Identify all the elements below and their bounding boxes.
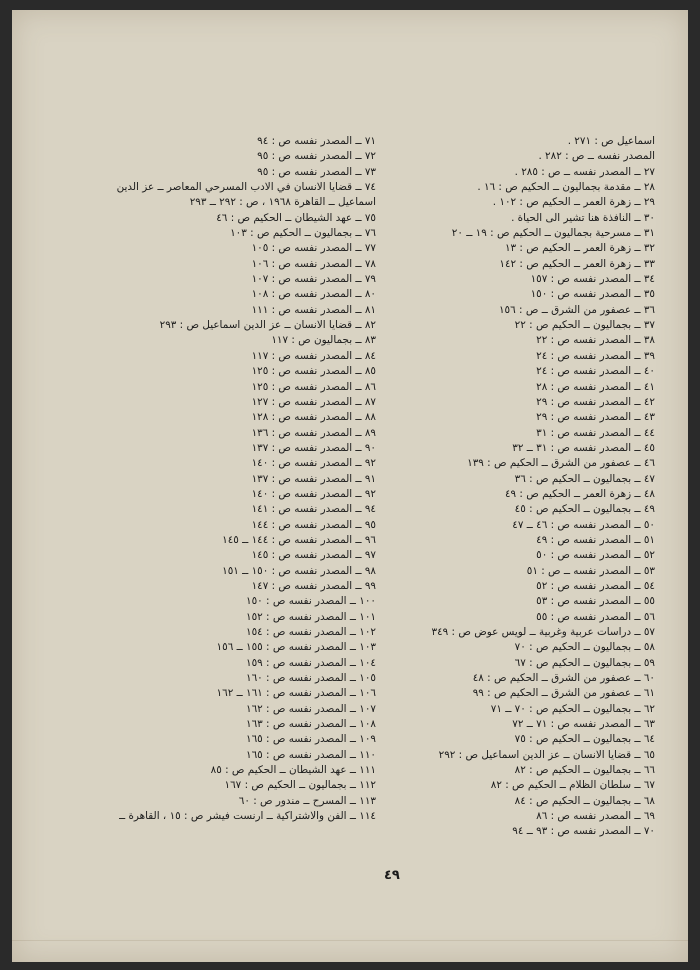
footnote-line: ١٠٤ ــ المصدر نفسه ص : ١٥٩ [246,656,376,669]
footnote-line: ٥٦ ــ المصدر نفسه ص : ٥٥ [536,610,655,623]
footnote-line: ١٠٦ ــ المصدر نفسه ص : ١٦١ ــ ١٦٢ [216,687,376,700]
footnote-line: ٦٤ ــ بجماليون ــ الحكيم ص : ٧٥ [514,733,655,746]
footnote-line: ٨١ ــ المصدر نفسه ص : ١١١ [251,303,376,316]
footnote-line: ٦٦ ــ بجماليون ــ الحكيم ص : ٨٢ [514,764,655,777]
footnote-line: ٧١ ــ المصدر نفسه ص : ٩٤ [257,135,376,147]
footnote-line: ٧٤ ــ قضايا الانسان في الادب المسرحي المعاصر ــ عز الدين [116,181,376,194]
footnote-line: ٥٧ ــ دراسات عربية وغربية ــ لويس عوض ص : ٣٤٩ [431,626,655,638]
footnote-line: ٧٦ ــ بجماليون ــ الحكيم ص : ١٠٣ [230,227,376,240]
footnote-line: ١٠٨ ــ المصدر نفسه ص : ١٦٣ [246,718,376,731]
footnote-line: ٨٩ ــ المصدر نفسه ص : ١٣٦ [251,426,376,439]
footnote-line: ١٠٧ ــ المصدر نفسه ص : ١٦٢ [246,702,376,715]
footnote-line: ٩٩ ــ المصدر نفسه ص : ١٤٧ [251,579,376,592]
footnote-line: ٤٣ ــ المصدر نفسه ص : ٢٩ [536,411,655,424]
document-page [12,10,688,962]
footnote-line: ٦٣ ــ المصدر نفسه ص : ٧١ ــ ٧٢ [512,718,655,731]
footnote-line: ٢٩ ــ زهرة العمر ــ الحكيم ص : ١٠٢ . [492,196,655,209]
footnote-line: ٥٣ ــ المصدر نفسه ــ ص : ٥١ [526,564,655,577]
notes-column-right [355,134,655,840]
footnote-line: ٦٩ ــ المصدر نفسه ص : ٨٦ [536,810,655,823]
footnote-line: ٦٠ ــ عصفور من الشرق ــ الحكيم ص : ٤٨ [472,672,655,685]
footnote-line: ٨٧ ــ المصدر نفسه ص : ١٢٧ [251,395,376,408]
footnote-line: ٩٢ ــ المصدر نفسه ص : ١٤٠ [251,487,376,500]
footnote-line: ٩٥ ــ المصدر نفسه ص : ١٤٤ [251,518,376,531]
footnote-line: ٣٢ ــ زهرة العمر ــ الحكيم ص : ١٣ [504,242,655,255]
footnote-line: ٥١ ــ المصدر نفسه ص : ٤٩ [536,533,655,546]
footnote-line: ٤٢ ــ المصدر نفسه ص : ٢٩ [536,395,655,408]
footnote-line: ٤٩ ــ بجماليون ــ الحكيم ص : ٤٥ [514,503,655,516]
footnote-line: ٩٧ ــ المصدر نفسه ص : ١٤٥ [251,549,376,562]
footnote-line: ٣٩ ــ المصدر نفسه ص : ٢٤ [536,349,655,362]
footnote-line: ٤٥ ــ المصدر نفسه ص : ٣١ ــ ٣٢ [512,441,655,454]
footnote-line: ٧٧ ــ المصدر نفسه ص : ١٠٥ [251,242,376,255]
footnote-line: ٤١ ــ المصدر نفسه ص : ٢٨ [536,380,655,393]
footnote-line: ٨٦ ــ المصدر نفسه ص : ١٢٥ [251,380,376,393]
footnote-line: ١٠٣ ــ المصدر نفسه ص : ١٥٥ ــ ١٥٦ [216,641,376,654]
footnote-line: ٢٨ ــ مقدمة بجماليون ــ الحكيم ص : ١٦ . [477,181,655,194]
footnote-line: ٨٨ ــ المصدر نفسه ص : ١٢٨ [251,411,376,424]
footnote-line: ٧٣ ــ المصدر نفسه ص : ٩٥ [257,165,376,178]
footnote-line: اسماعيل ص : ٢٧١ . [567,135,655,147]
footnote-line: ٣٣ ــ زهرة العمر ــ الحكيم ص : ١٤٢ [499,257,655,270]
footnote-line: ١١٤ ــ الفن والاشتراكية ــ ارنست فيشر ص : ١٥ ، القاهرة ــ [119,810,376,823]
footnote-line: ٥٥ ــ المصدر نفسه ص : ٥٣ [536,595,655,608]
footnote-line: ١٠٥ ــ المصدر نفسه ص : ١٦٠ [246,672,376,685]
footnote-line: ٧٨ ــ المصدر نفسه ص : ١٠٦ [251,257,376,270]
footnote-line: ٤٠ ــ المصدر نفسه ص : ٢٤ [536,365,655,378]
footnote-line: ١٠١ ــ المصدر نفسه ص : ١٥٢ [246,610,376,623]
footnote-line: ٩٦ ــ المصدر نفسه ص : ١٤٤ ــ ١٤٥ [222,533,376,546]
footnote-line: ٤٦ ــ عصفور من الشرق ــ الحكيم ص : ١٣٩ [467,457,655,470]
footnote-line: ٤٨ ــ زهرة العمر ــ الحكيم ص : ٤٩ [504,487,655,500]
footnote-line: ٨٢ ــ قضايا الانسان ــ عز الدين اسماعيل ص : ٢٩٣ [159,319,376,332]
footnote-line: ٦١ ــ عصفور من الشرق ــ الحكيم ص : ٩٩ [472,687,655,700]
footnote-line: ٧٠ ــ المصدر نفسه ص : ٩٣ ــ ٩٤ [512,825,655,838]
footnote-line: ٥٠ ــ المصدر نفسه ص : ٤٦ ــ ٤٧ [512,518,655,531]
page-number: ٤٩ [384,868,400,883]
footnote-line: ٨٠ ــ المصدر نفسه ص : ١٠٨ [251,288,376,301]
footnote-line: ٦٥ ــ قضايا الانسان ــ عز الدين اسماعيل ص : ٢٩٢ [438,748,655,761]
footnote-line: ٢٧ ــ المصدر نفسه ــ ص : ٢٨٥ . [514,165,655,178]
footnote-line: ٨٤ ــ المصدر نفسه ص : ١١٧ [251,349,376,362]
footnote-line: ١٠٩ ــ المصدر نفسه ص : ١٦٥ [246,733,376,746]
footnote-line: ٣٠ ــ النافذة هنا تشير الى الحياة . [511,211,655,224]
footnote-line: ٣٥ ــ المصدر نفسه ص : ١٥٠ [530,288,655,301]
footnote-line: ٤٧ ــ بجماليون ــ الحكيم ص : ٣٦ [514,472,655,485]
footnote-line: ١١١ ــ عهد الشيطان ــ الحكيم ص : ٨٥ [210,764,376,777]
footnote-line: ٥٤ ــ المصدر نفسه ص : ٥٢ [536,579,655,592]
footnote-line: ٣٧ ــ بجماليون ــ الحكيم ص : ٢٢ [514,319,655,332]
footnote-line: ٧٥ ــ عهد الشيطان ــ الحكيم ص : ٤٦ [216,211,376,224]
footnote-line: ٩٤ ــ المصدر نفسه ص : ١٤١ [251,503,376,516]
footnote-line: ٦٧ ــ سلطان الظلام ــ الحكيم ص : ٨٢ [490,779,655,792]
footnote-line: ٧٩ ــ المصدر نفسه ص : ١٠٧ [251,273,376,286]
footnote-line: ٩٨ ــ المصدر نفسه ص : ١٥٠ ــ ١٥١ [222,564,376,577]
footnote-line: ٥٩ ــ بجماليون ــ الحكيم ص : ٦٧ [514,656,655,669]
footnote-line: ٩٠ ــ المصدر نفسه ص : ١٣٧ [251,441,376,454]
footnote-line: ٩١ ــ المصدر نفسه ص : ١٣٧ [251,472,376,485]
footnote-line: المصدر نفسه ــ ص : ٢٨٢ . [538,150,655,163]
footnote-line: اسماعيل ــ القاهرة ١٩٦٨ ، ص : ٢٩٢ ــ ٢٩٣ [189,196,376,209]
page-crease [12,940,688,941]
footnote-line: ١٠٠ ــ المصدر نفسه ص : ١٥٠ [246,595,376,608]
footnote-line: ٧٢ ــ المصدر نفسه ص : ٩٥ [257,150,376,163]
footnote-line: ٣١ ــ مسرحية بجماليون ــ الحكيم ص : ١٩ ــ ٢٠ [451,227,655,240]
footnote-line: ١٠٢ ــ المصدر نفسه ص : ١٥٤ [246,626,376,638]
footnote-line: ١١٢ ــ بجماليون ــ الحكيم ص : ١٦٧ [224,779,376,792]
footnote-line: ٣٦ ــ عصفور من الشرق ــ ص : ١٥٦ [498,303,655,316]
footnote-line: ١١٣ ــ المسرح ــ مندور ص : ٦٠ [238,794,376,807]
footnote-line: ٥٢ ــ المصدر نفسه ص : ٥٠ [536,549,655,562]
notes-column-left [16,134,376,824]
footnote-line: ٦٨ ــ بجماليون ــ الحكيم ص : ٨٤ [514,794,655,807]
footnote-line: ٨٥ ــ المصدر نفسه ص : ١٢٥ [251,365,376,378]
footnote-line: ٥٨ ــ بجماليون ــ الحكيم ص : ٧٠ [514,641,655,654]
footnote-line: ٩٢ ــ المصدر نفسه ص : ١٤٠ [251,457,376,470]
footnote-line: ٦٢ ــ بجماليون ــ الحكيم ص : ٧٠ ــ ٧١ [490,702,655,715]
footnote-line: ٣٤ ــ المصدر نفسه ص : ١٥٧ [530,273,655,286]
footnote-line: ٣٨ ــ المصدر نفسه ص : ٢٢ [536,334,655,347]
footnote-line: ١١٠ ــ المصدر نفسه ص : ١٦٥ [246,748,376,761]
footnote-line: ٨٣ ــ بجماليون ص : ١١٧ [271,334,376,347]
footnote-line: ٤٤ ــ المصدر نفسه ص : ٣١ [536,426,655,439]
